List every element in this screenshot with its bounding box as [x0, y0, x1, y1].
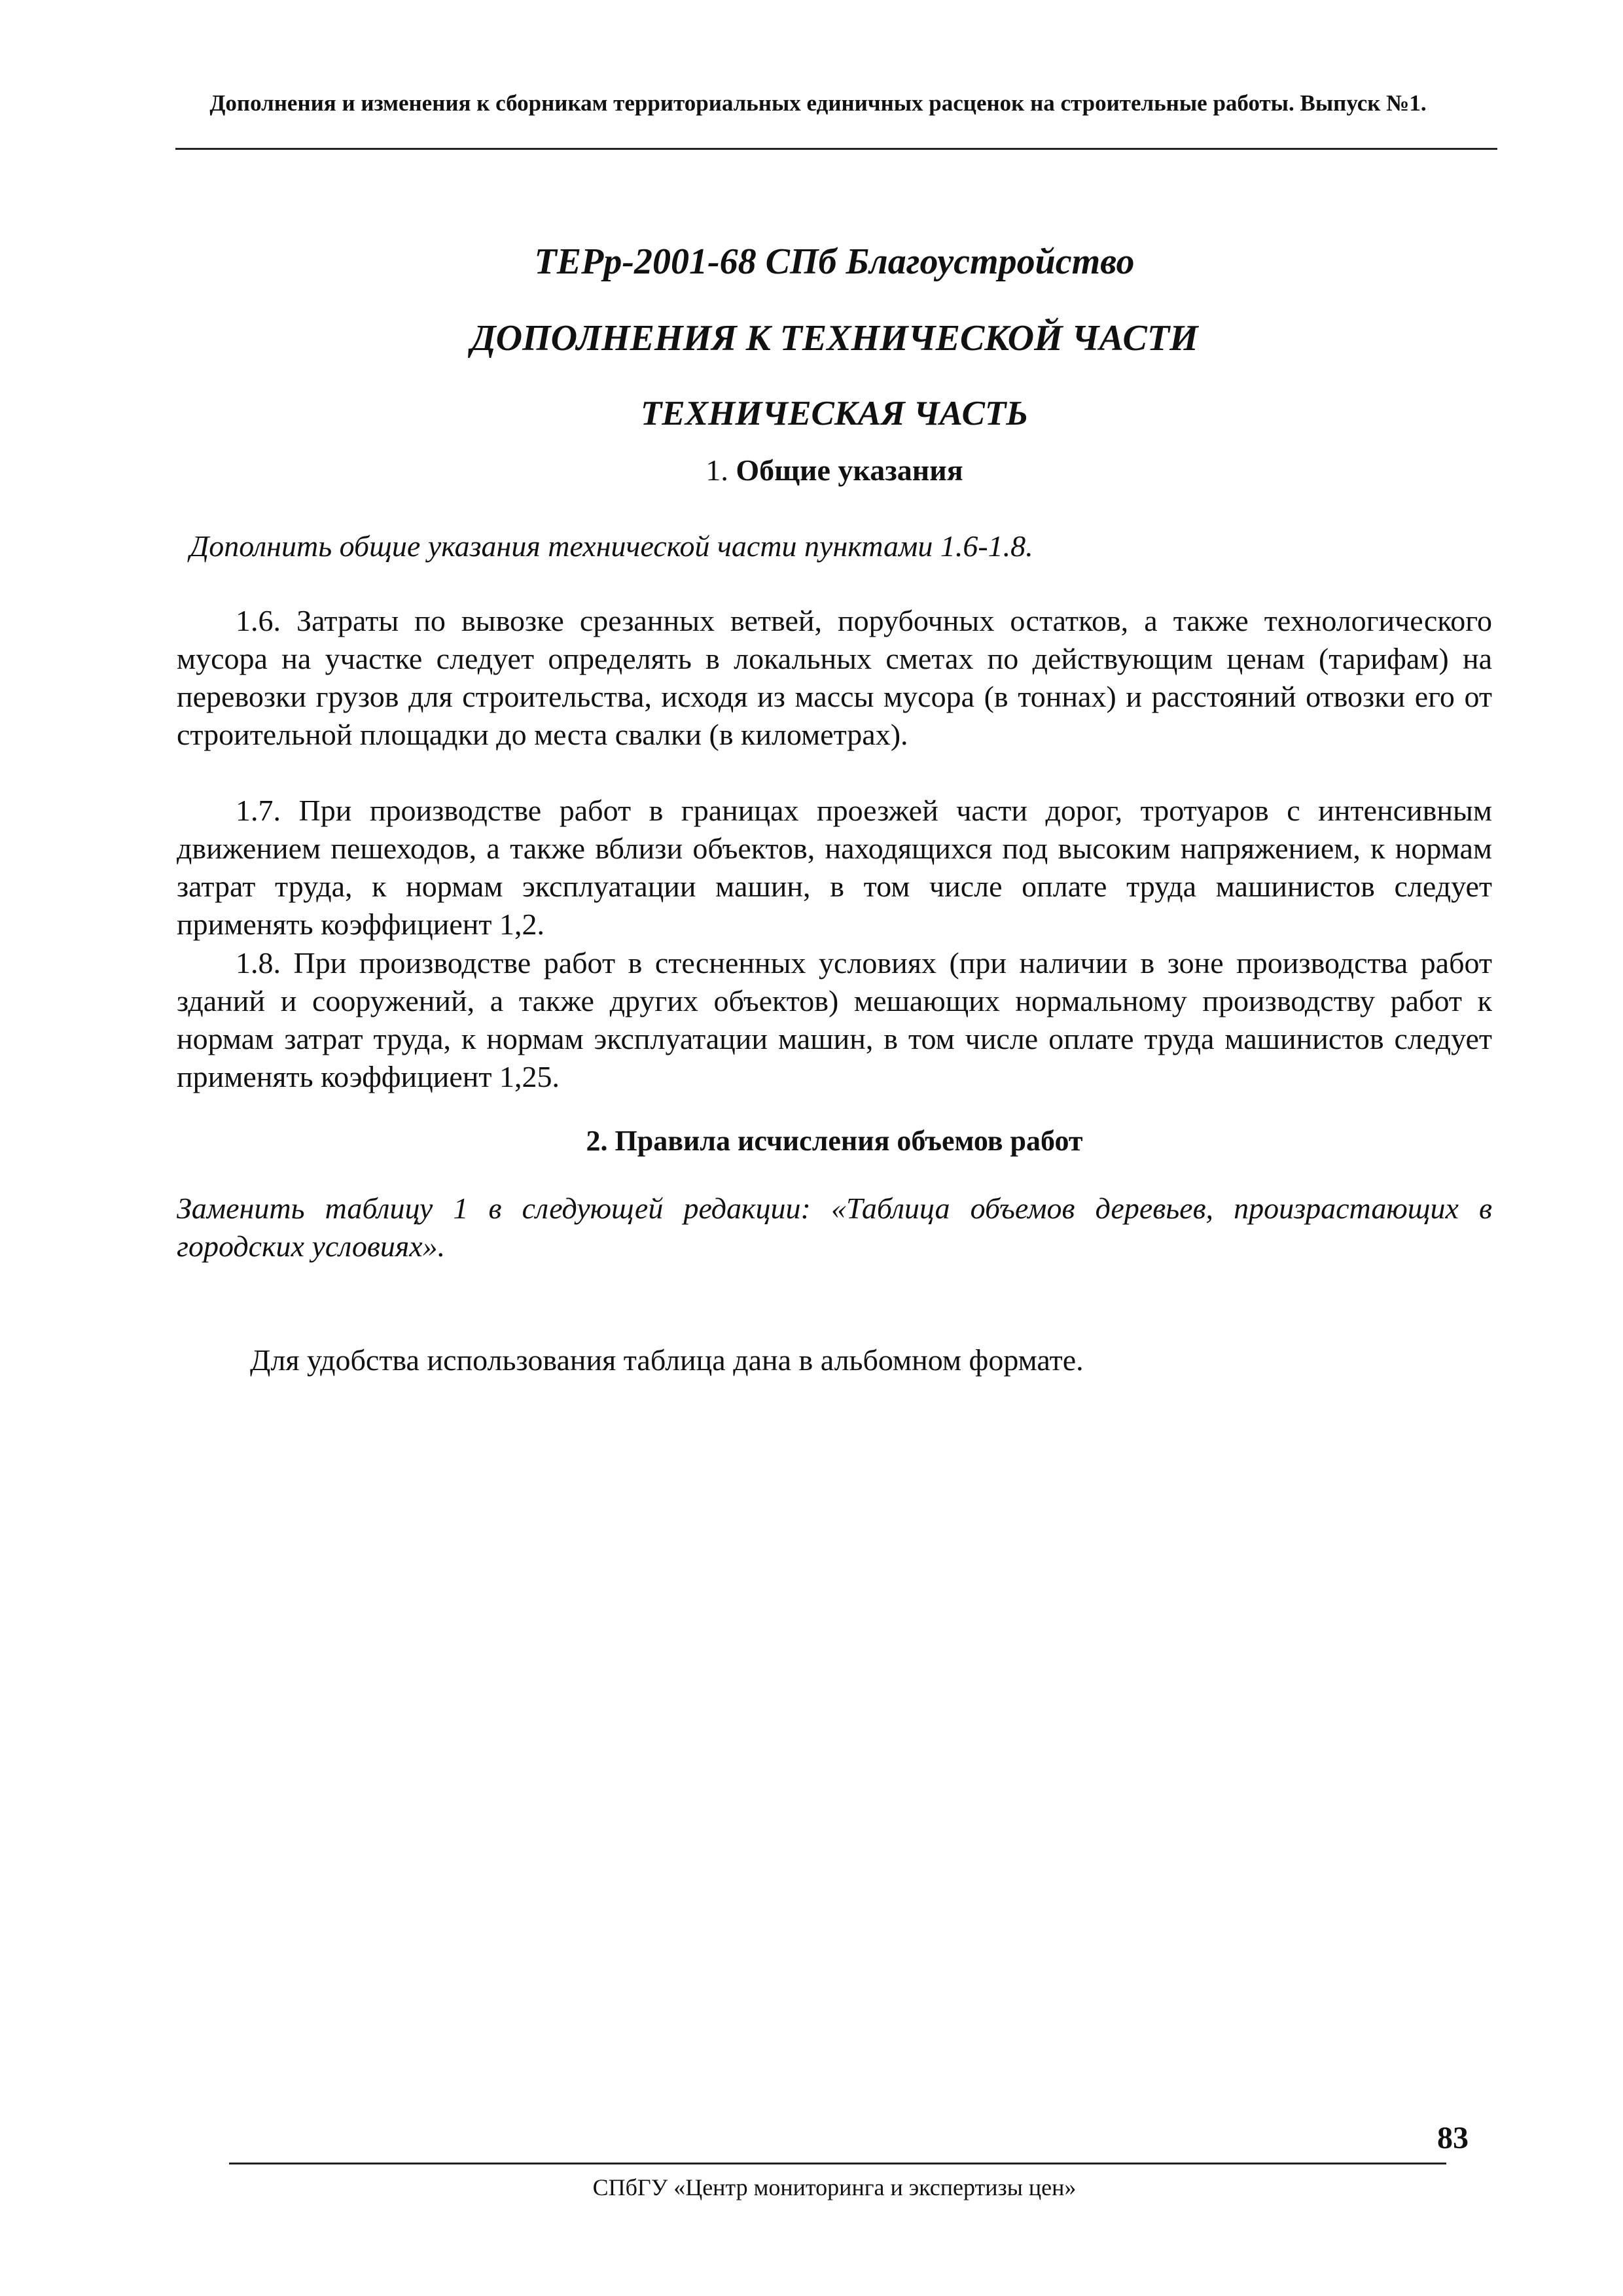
- footer-divider: [229, 2163, 1446, 2164]
- paragraph-1-6: 1.6. Затраты по вывозке срезанных ветвей, порубочных остатков, а также технологического мусора на участке следует определять в локальных сметах по действующим ценам (тарифам) на перевозки грузов для строительства, исходя из массы мусора (в тоннах) и расстояний отвозки его от строительной площадки до места свалки (в километрах).: [177, 604, 1492, 751]
- page-number: 83: [1437, 2121, 1469, 2155]
- running-header: Дополнения и изменения к сборникам территориальных единичных расценок на строительные работы. Выпуск №1.: [209, 90, 1427, 116]
- section-1-instruction: Дополнить общие указания технической части пунктами 1.6-1.8.: [190, 529, 1033, 563]
- section-2-heading: 2. Правила исчисления объемов работ: [586, 1125, 1083, 1157]
- paragraph-1-7: 1.7. При производстве работ в границах проезжей части дорог, тротуаров с интенсивным движением пешеходов, а также вблизи объектов, находящихся под высоким напряжением, к нормам затрат труда, к нормам эксплуатации машин, в том числе оплате труда машинистов следует применять коэффициент 1,2.: [177, 794, 1492, 941]
- collection-title: ТЕРр-2001-68 СПб Благоустройство: [534, 241, 1135, 282]
- landscape-format-note: Для удобства использования таблица дана в альбомном формате.: [250, 1343, 1084, 1377]
- footer-organization: СПбГУ «Центр мониторинга и экспертизы цен»: [592, 2174, 1077, 2200]
- additions-heading: ДОПОЛНЕНИЯ К ТЕХНИЧЕСКОЙ ЧАСТИ: [471, 318, 1198, 359]
- section-1-title: Общие указания: [736, 453, 963, 487]
- header-divider: [175, 148, 1497, 150]
- technical-part-heading: ТЕХНИЧЕСКАЯ ЧАСТЬ: [641, 395, 1028, 433]
- paragraph-1-8: 1.8. При производстве работ в стесненных условиях (при наличии в зоне производства работ зданий и сооружений, а также других объектов) мешающих нормальному производству работ к нормам затрат труда, к нормам эксплуатации машин, в том числе оплате труда машинистов следует применять коэффициент 1,25.: [177, 946, 1492, 1093]
- section-1-heading: [177, 453, 1492, 487]
- section-2-instruction: Заменить таблицу 1 в следующей редакции: «Таблица объемов деревьев, произрастающих в городских условиях».: [177, 1192, 1492, 1263]
- section-1-number: 1.: [705, 453, 728, 487]
